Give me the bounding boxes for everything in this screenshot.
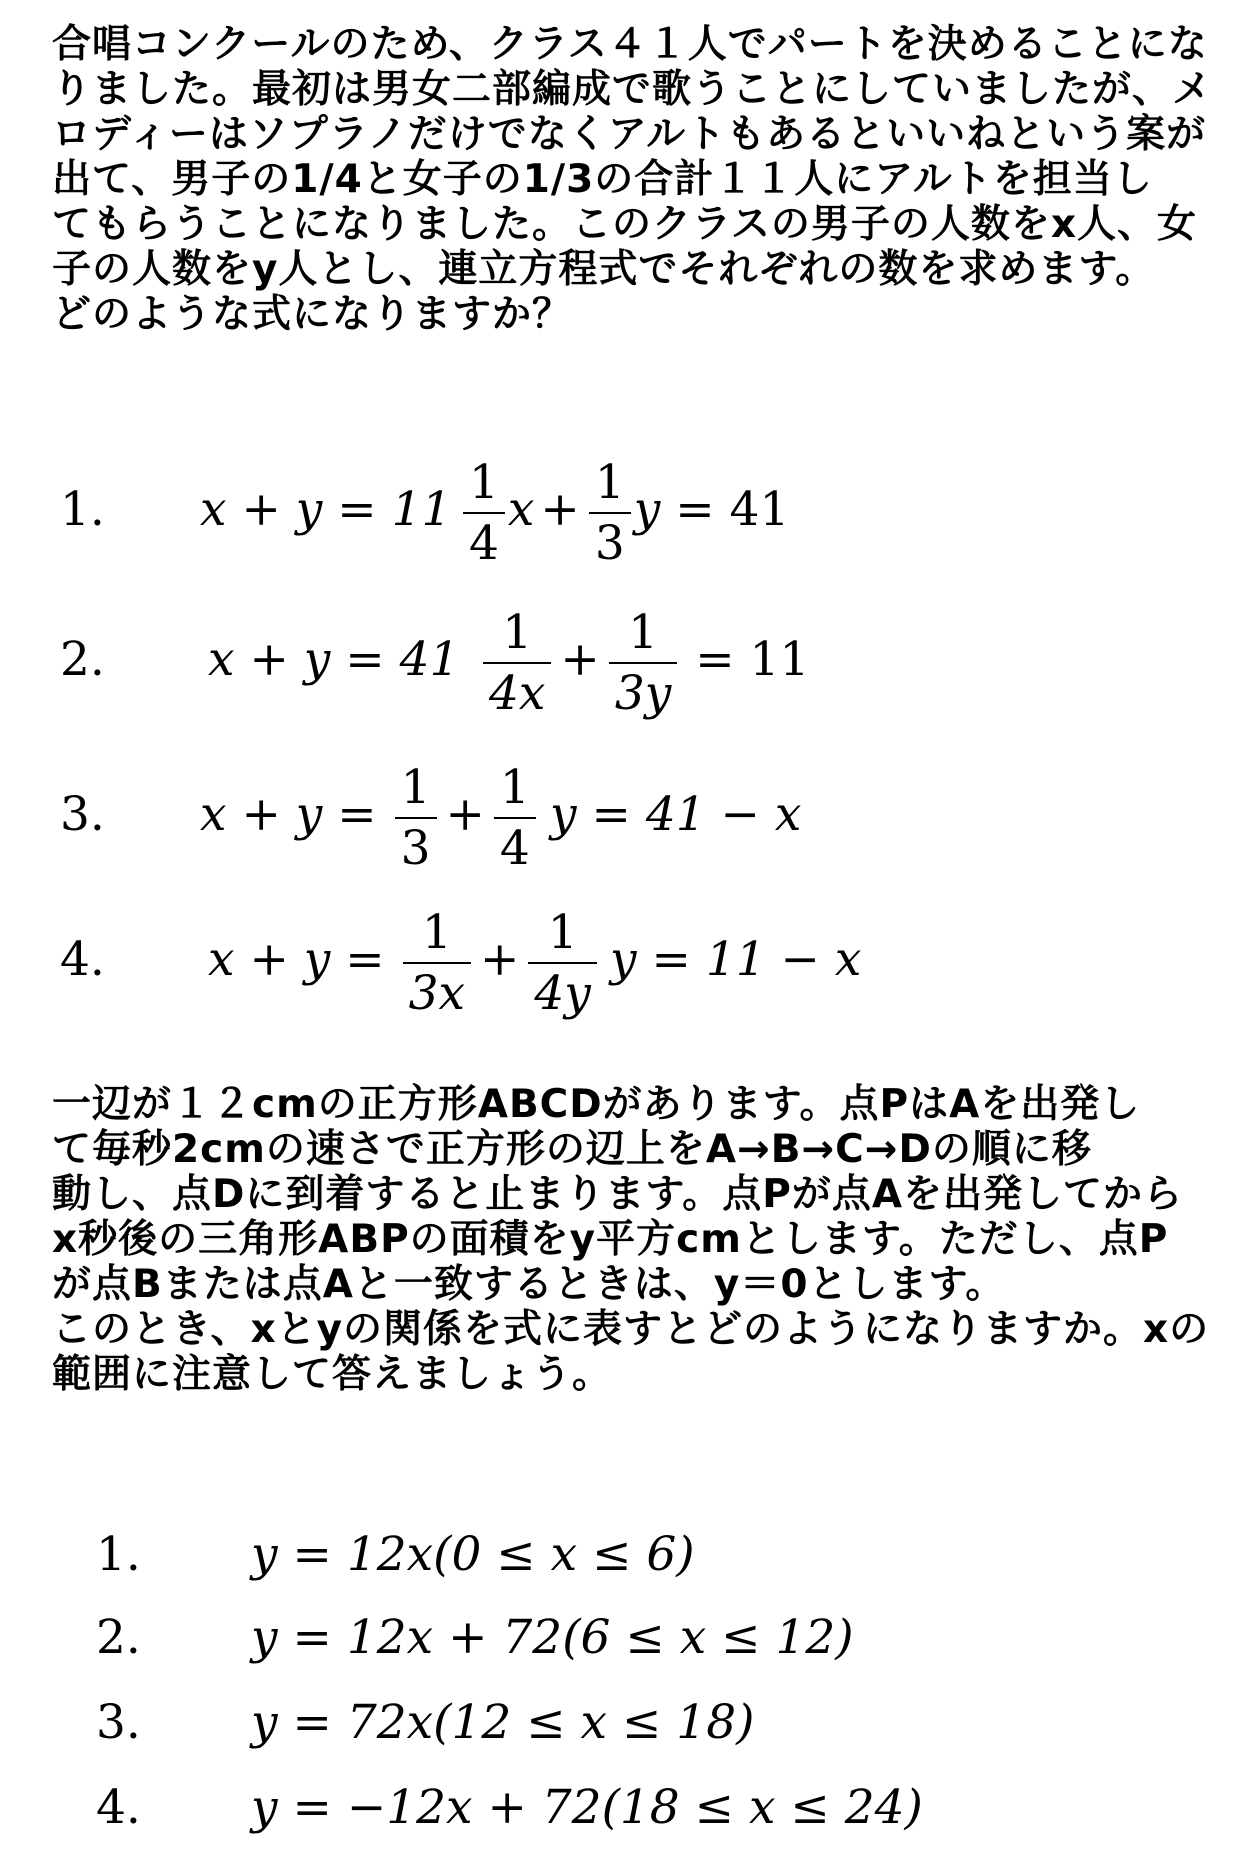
choice-number: 1.: [60, 482, 105, 537]
question1-text: [52, 22, 1212, 337]
fraction: $\frac{1}{4y}$: [528, 909, 596, 1017]
question1-line: 出て、男子の1/4と女子の1/3の合計１１人にアルトを担当し: [52, 157, 1153, 202]
question1-line: 合唱コンクールのため、クラス４１人でパートを決めることにな: [52, 22, 1208, 67]
q1-choice-3: [60, 750, 860, 880]
fraction: $\frac{1}{4x}$: [483, 609, 551, 717]
question1-line: ロディーはソプラノだけでなくアルトもあるといいねという案が: [52, 112, 1207, 157]
question2-line: 範囲に注意して答えましょう。: [52, 1352, 613, 1397]
question1-line: 子の人数をy人とし、連立方程式でそれぞれの数を求めます。: [52, 247, 1156, 292]
equation-1: x + y = $\frac{1}{3}$ + $\frac{1}{4}$: [200, 750, 539, 880]
choice-number: 4.: [96, 1780, 141, 1835]
question2-line: が点Bまたは点Aと一致するときは、y＝0とします。: [52, 1262, 1006, 1307]
q2-choice-3: [96, 1683, 996, 1763]
q1-choice-1: [60, 445, 860, 575]
equation: y = −12x + 72(18 ≤ x ≤ 24): [251, 1780, 923, 1835]
choice-number: 2.: [60, 632, 105, 687]
question2-line: 一辺が１２cmの正方形ABCDがあります。点PはAを出発し: [52, 1082, 1141, 1127]
equation: y = 12x + 72(6 ≤ x ≤ 12): [251, 1610, 854, 1665]
question1-line: りました。最初は男女二部編成で歌うことにしていましたが、メ: [52, 67, 1213, 112]
question2-text: [52, 1082, 1212, 1397]
equation-1: x + y = $\frac{1}{3x}$ + $\frac{1}{4y}$: [208, 895, 600, 1025]
fraction: $\frac{1}{3y}$: [609, 609, 677, 717]
fraction: $\frac{1}{4}$: [494, 764, 536, 872]
q1-choice-4: [60, 895, 860, 1025]
equation-1: x + y = 11: [200, 482, 452, 537]
equation-1: x + y = 41: [208, 632, 460, 687]
equation-2: $\frac{1}{4x}$ + $\frac{1}{3y}$ = 11: [480, 595, 809, 725]
equation-2: y = 11 − x: [610, 932, 862, 987]
fraction: $\frac{1}{3}$: [395, 764, 437, 872]
question1-line: てもらうことになりました。このクラスの男子の人数をx人、女: [52, 202, 1197, 247]
question2-line: x秒後の三角形ABPの面積をy平方cmとします。ただし、点P: [52, 1217, 1169, 1262]
equation-2: $\frac{1}{4}$ x + $\frac{1}{3}$ y = 41: [460, 445, 789, 575]
fraction: $\frac{1}{3x}$: [403, 909, 471, 1017]
choice-number: 3.: [60, 787, 105, 842]
choice-number: 2.: [96, 1610, 141, 1665]
equation: y = 12x(0 ≤ x ≤ 6): [251, 1527, 695, 1582]
choice-number: 3.: [96, 1695, 141, 1750]
q2-choice-2: [96, 1598, 996, 1678]
choice-number: 1.: [96, 1527, 141, 1582]
equation-2: y = 41 − x: [550, 787, 802, 842]
q2-choice-4: [96, 1768, 996, 1848]
question1-line: どのような式になりますか？: [52, 292, 573, 337]
q2-choice-1: [96, 1515, 996, 1595]
equation: y = 72x(12 ≤ x ≤ 18): [251, 1695, 755, 1750]
choice-number: 4.: [60, 932, 105, 987]
question2-line: このとき、xとyの関係を式に表すとどのようになりますか。xの: [52, 1307, 1210, 1352]
q1-choice-2: [60, 595, 860, 725]
fraction: $\frac{1}{4}$: [463, 459, 505, 567]
question2-line: 動し、点Dに到着すると止まります。点Pが点Aを出発してから: [52, 1172, 1184, 1217]
fraction: $\frac{1}{3}$: [589, 459, 631, 567]
question2-line: て毎秒2cmの速さで正方形の辺上をA→B→C→Dの順に移: [52, 1127, 1092, 1172]
